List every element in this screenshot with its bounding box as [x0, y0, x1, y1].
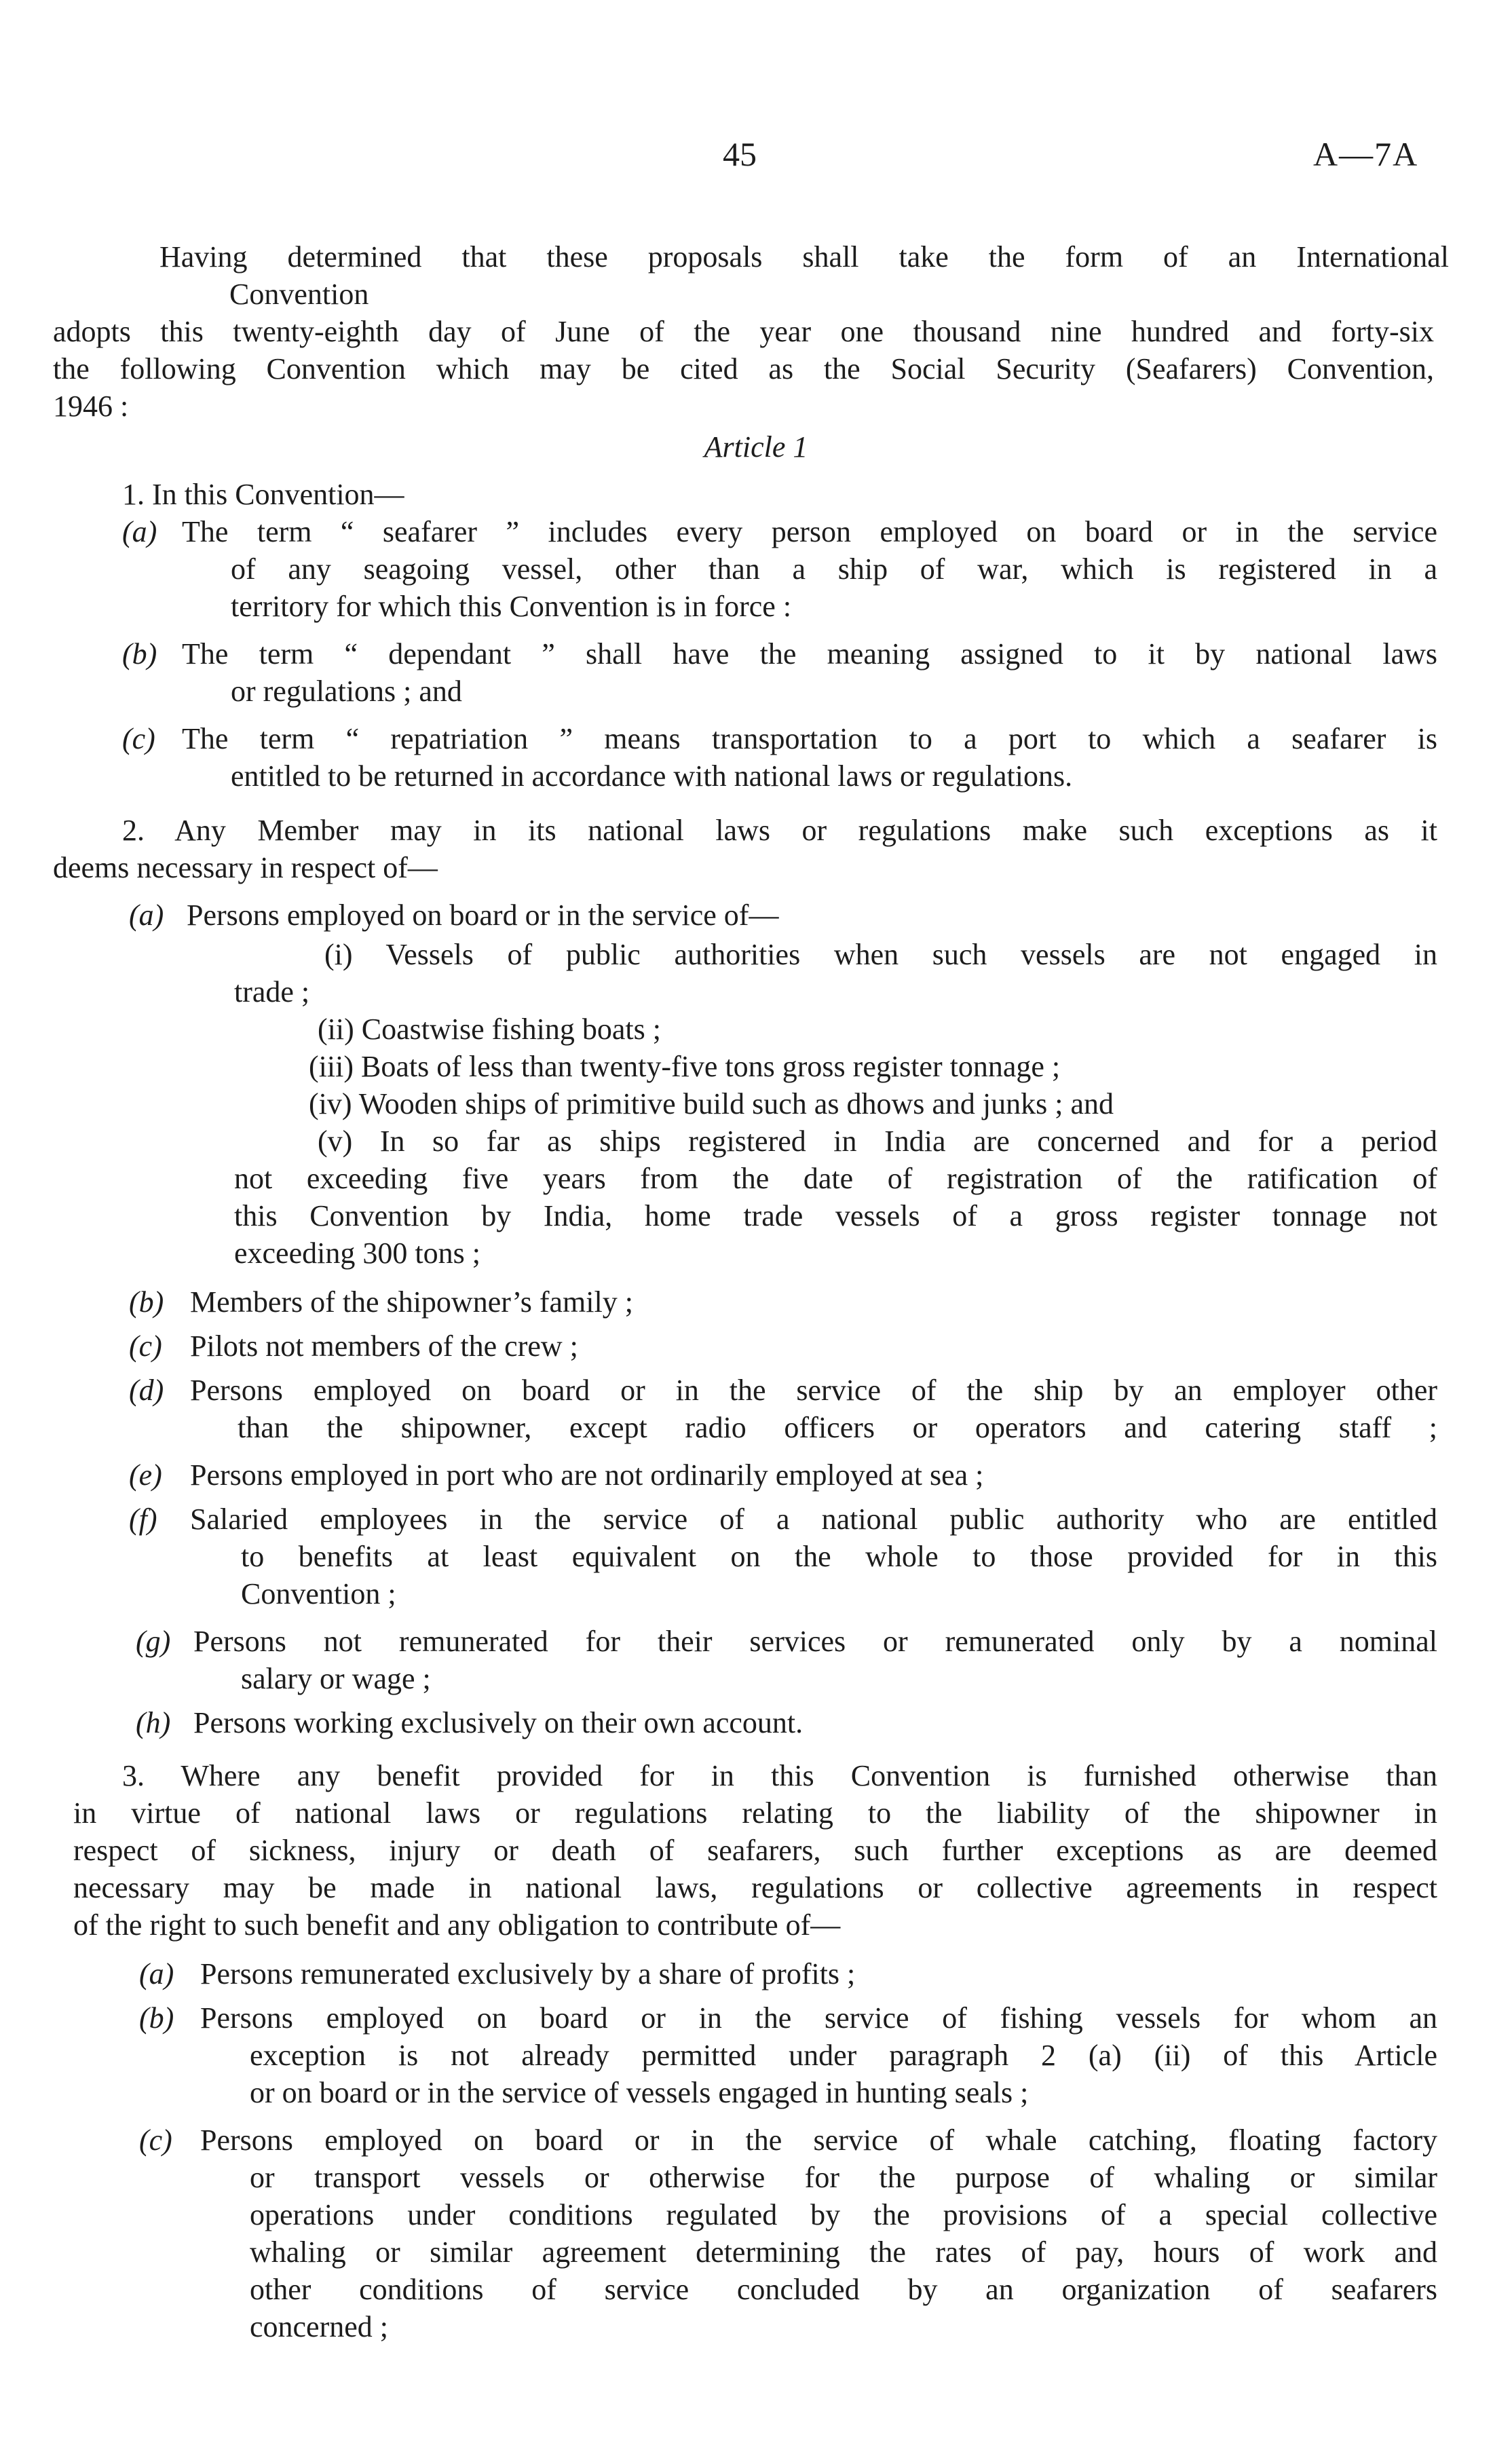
item-text: Members of the shipowner’s family ; [190, 1285, 633, 1319]
page-number: 45 [723, 135, 757, 173]
subitem-text: this Convention by India, home trade vessels of a gross register tonnage not [234, 1199, 1437, 1232]
item-marker: (d) [129, 1374, 164, 1407]
item-text: Persons not remunerated for their services or remunerated only by a nominal [193, 1625, 1437, 1658]
item-text: Persons employed on board or in the service of whale catching, floating factory [200, 2123, 1437, 2157]
item-text: concerned ; [250, 2310, 388, 2343]
item-marker: (f) [129, 1503, 157, 1536]
item-text: or regulations ; and [231, 675, 462, 708]
subitem-text: exceeding 300 tons ; [234, 1237, 480, 1270]
intro-line: 1946 : [53, 390, 129, 423]
item-marker: (b) [129, 1285, 164, 1319]
subitem-text: (v) In so far as ships registered in India are concerned and for a period [318, 1125, 1437, 1158]
item-marker: (h) [136, 1706, 171, 1739]
paragraph-line: 3. Where any benefit provided for in this Convention is furnished otherwise than [122, 1759, 1437, 1792]
item-marker: (e) [129, 1458, 162, 1492]
subitem-text: trade ; [234, 975, 310, 1008]
item-marker: (a) [122, 515, 157, 548]
subitem-text: (ii) Coastwise fishing boats ; [318, 1013, 661, 1046]
item-marker: (g) [136, 1625, 171, 1658]
paragraph-line: necessary may be made in national laws, regulations or collective agreements in respect [73, 1871, 1437, 1904]
item-text: Pilots not members of the crew ; [190, 1329, 578, 1363]
intro-line: Having determined that these proposals shall take the form of an International [159, 240, 1449, 273]
paragraph-line: respect of sickness, injury or death of seafarers, such further exceptions as are deemed [73, 1834, 1437, 1867]
subitem-text: (iv) Wooden ships of primitive build such as dhows and junks ; and [309, 1087, 1114, 1120]
item-text: Persons employed in port who are not ordinarily employed at sea ; [190, 1458, 984, 1492]
item-marker: (a) [129, 899, 164, 932]
intro-line: Convention [229, 278, 369, 311]
item-text: than the shipowner, except radio officers or operators and catering staff ; [238, 1411, 1437, 1444]
item-text: Salaried employees in the service of a national public authority who are entitled [190, 1503, 1437, 1536]
item-text: salary or wage ; [241, 1662, 431, 1695]
document-reference: A—7A [1313, 135, 1419, 173]
paragraph-line: in virtue of national laws or regulations relating to the liability of the shipowner in [73, 1796, 1437, 1830]
item-text: Persons employed on board or in the service of— [187, 899, 779, 932]
paragraph-lead: 1. In this Convention— [122, 478, 404, 511]
item-text: The term “ dependant ” shall have the meaning assigned to it by national laws [182, 637, 1437, 671]
item-marker: (b) [139, 2001, 174, 2035]
item-text: or transport vessels or otherwise for the purpose of whaling or similar [250, 2161, 1437, 2194]
intro-line: the following Convention which may be cited as the Social Security (Seafarers) Convention, [53, 352, 1434, 385]
item-text: whaling or similar agreement determining the rates of pay, hours of work and [250, 2235, 1437, 2269]
item-marker: (a) [139, 1957, 174, 1990]
item-text: The term “ repatriation ” means transportation to a port to which a seafarer is [182, 722, 1437, 755]
subitem-text: (i) Vessels of public authorities when such vessels are not engaged in [324, 938, 1437, 971]
article-heading: Article 1 [704, 430, 808, 464]
item-text: of any seagoing vessel, other than a ship of war, which is registered in a [231, 552, 1437, 586]
item-text: entitled to be returned in accordance with national laws or regulations. [231, 759, 1073, 793]
item-text: Persons employed on board or in the service of the ship by an employer other [190, 1374, 1437, 1407]
item-marker: (c) [122, 722, 155, 755]
item-marker: (c) [139, 2123, 172, 2157]
paragraph-lead: 2. Any Member may in its national laws or regulations make such exceptions as it [122, 814, 1437, 847]
item-text: The term “ seafarer ” includes every person employed on board or in the service [182, 515, 1437, 548]
item-text: Persons employed on board or in the service of fishing vessels for whom an [200, 2001, 1437, 2035]
paragraph-lead: deems necessary in respect of— [53, 851, 438, 884]
subitem-text: not exceeding five years from the date of registration of the ratification of [234, 1162, 1437, 1195]
item-text: operations under conditions regulated by the provisions of a special collective [250, 2198, 1437, 2231]
item-marker: (b) [122, 637, 157, 671]
item-text: Persons working exclusively on their own account. [193, 1706, 804, 1739]
item-text: to benefits at least equivalent on the whole to those provided for in this [241, 1540, 1437, 1573]
item-text: Persons remunerated exclusively by a share of profits ; [200, 1957, 856, 1990]
item-text: other conditions of service concluded by an organization of seafarers [250, 2273, 1437, 2306]
subitem-text: (iii) Boats of less than twenty-five tons gross register tonnage ; [309, 1050, 1061, 1083]
item-text: exception is not already permitted under paragraph 2 (a) (ii) of this Article [250, 2039, 1437, 2072]
item-text: or on board or in the service of vessels engaged in hunting seals ; [250, 2076, 1029, 2109]
intro-line: adopts this twenty-eighth day of June of the year one thousand nine hundred and forty-six [53, 315, 1434, 348]
paragraph-line: of the right to such benefit and any obligation to contribute of— [73, 1908, 841, 1942]
item-marker: (c) [129, 1329, 162, 1363]
item-text: territory for which this Convention is in force : [231, 590, 792, 623]
item-text: Convention ; [241, 1577, 396, 1610]
